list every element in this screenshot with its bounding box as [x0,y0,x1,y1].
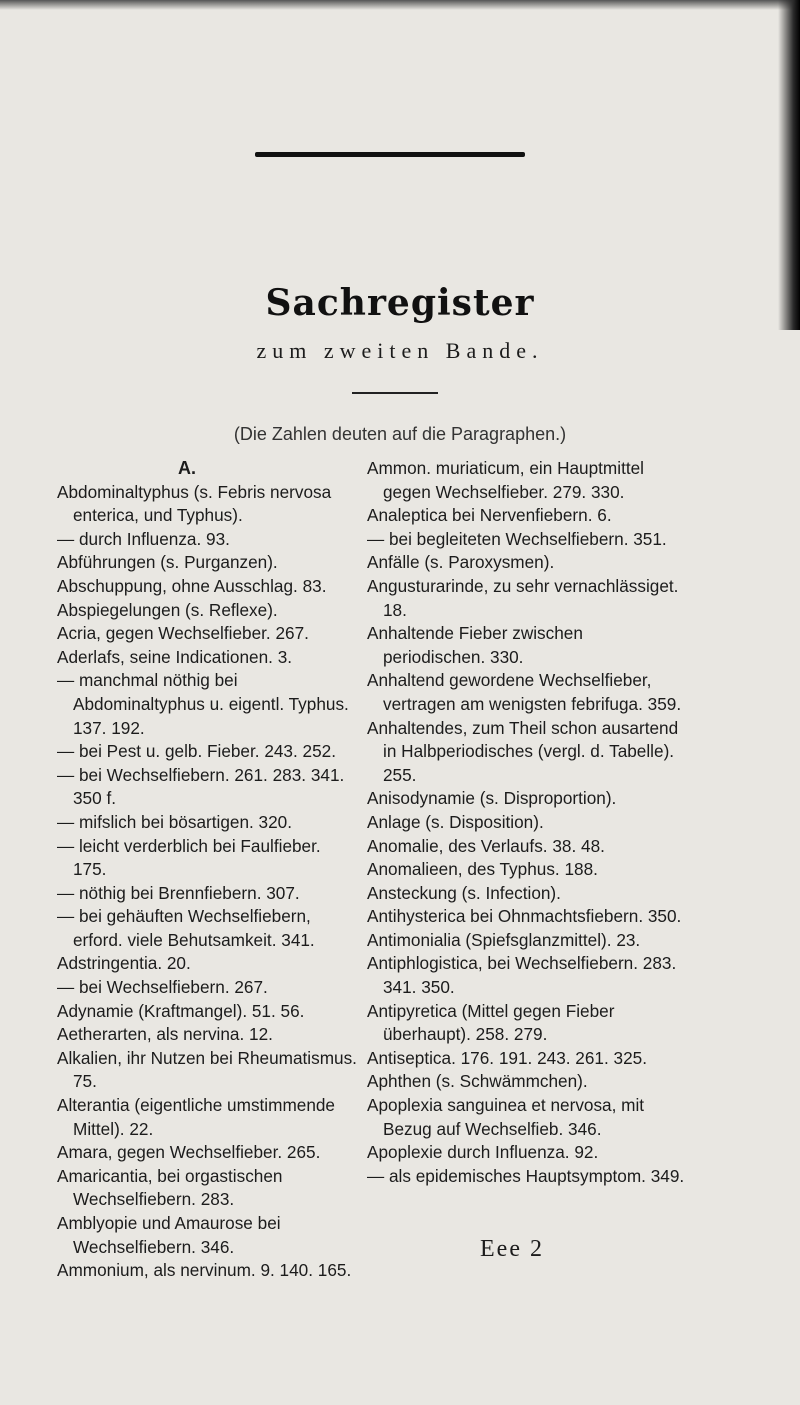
index-entry: Apoplexie durch Influenza. 92. [367,1142,599,1163]
index-entry: Ansteckung (s. Infection). [367,882,561,903]
signature-mark: Eee 2 [480,1236,544,1262]
index-entry: Ammon. muriaticum, ein Hauptmittel gegen Wechselfieber. 279. 330. [367,458,644,502]
index-entry: Ammonium, als nervinum. 9. 140. 165. [57,1260,352,1281]
section-letter: A. [178,458,196,478]
index-entries-left [57,481,357,1283]
index-entry: — bei Pest u. gelb. Fieber. 243. 252. [57,741,336,762]
index-entry: Abschuppung, ohne Ausschlag. 83. [57,575,327,596]
index-entry: Anomalieen, des Typhus. 188. [367,859,598,880]
page-binding-edge [778,0,800,330]
index-entry: Anhaltend gewordene Wechselfieber, vertragen am wenigsten febrifuga. 359. [367,670,682,714]
index-entry: Abspiegelungen (s. Reflexe). [57,599,278,620]
index-entry: Abführungen (s. Purganzen). [57,552,278,573]
index-column-left [57,457,357,1283]
index-entry: Analeptica bei Nervenfiebern. 6. [367,505,612,526]
index-entry: — durch Influenza. 93. [57,528,230,549]
index-entry: Adynamie (Kraftmangel). 51. 56. [57,1000,305,1021]
index-entry: Acria, gegen Wechselfieber. 267. [57,623,309,644]
index-entry: Alterantia (eigentliche umstimmende Mittel). 22. [57,1095,335,1139]
index-entry: Antimonialia (Spiefsglanzmittel). 23. [367,929,641,950]
index-entries-right [367,457,685,1188]
index-entry: Amblyopie und Amaurose bei Wechselfiebern. 346. [57,1213,281,1257]
index-entry: — als epidemisches Hauptsymptom. 349. [367,1165,685,1186]
index-entry: — bei Wechselfiebern. 267. [57,977,268,998]
index-entry: — leicht verderblich bei Faulfieber. 175. [57,835,321,880]
index-entry: Adstringentia. 20. [57,953,191,974]
index-entry: — manchmal nöthig bei Abdominaltyphus u. eigentl. Typhus. 137. 192. [57,670,349,738]
index-entry: Anlage (s. Disposition). [367,811,544,832]
index-entry: — nöthig bei Brennfiebern. 307. [57,882,300,903]
index-entry: — bei gehäuften Wechselfiebern, erford. viele Behutsamkeit. 341. [57,906,315,950]
index-entry: Apoplexia sanguinea et nervosa, mit Bezug auf Wechselfieb. 346. [367,1095,645,1139]
index-entry: — mifslich bei bösartigen. 320. [57,811,293,832]
index-entry: Aphthen (s. Schwämmchen). [367,1071,588,1092]
index-entry: Anhaltendes, zum Theil schon ausartend in Halbperiodisches (vergl. d. Tabelle). 255. [367,717,679,785]
index-entry: Angusturarinde, zu sehr vernachlässiget. 18. [367,575,679,620]
index-entry: Antihysterica bei Ohnmachtsfiebern. 350. [367,906,682,927]
index-entry: Antipyretica (Mittel gegen Fieber überhaupt). 258. 279. [367,1000,615,1045]
index-entry: Amaricantia, bei orgastischen Wechselfiebern. 283. [57,1165,283,1210]
index-entry: Aderlafs, seine Indicationen. 3. [57,646,293,667]
index-entry: — bei Wechselfiebern. 261. 283. 341. 350 f. [57,764,345,809]
page-top-shadow [0,0,800,10]
index-entry: Anfälle (s. Paroxysmen). [367,552,555,573]
index-entry: Aetherarten, als nervina. 12. [57,1024,273,1045]
index-entry: Abdominaltyphus (s. Febris nervosa enterica, und Typhus). [57,481,332,526]
index-entry: Antiphlogistica, bei Wechselfiebern. 283. 341. 350. [367,953,677,998]
index-entry: — bei begleiteten Wechselfiebern. 351. [367,528,667,549]
page-title: Sachregister [265,282,535,324]
page-subtitle: zum zweiten Bande. [256,338,544,363]
index-entry: Antiseptica. 176. 191. 243. 261. 325. [367,1047,647,1068]
index-entry: Alkalien, ihr Nutzen bei Rheumatismus. 75. [57,1047,357,1092]
index-entry: Anhaltende Fieber zwischen periodischen. 330. [367,623,583,667]
index-entry: Anomalie, des Verlaufs. 38. 48. [367,835,605,856]
explanatory-note: (Die Zahlen deuten auf die Paragraphen.) [233,424,567,444]
divider [352,392,438,394]
index-entry: Amara, gegen Wechselfieber. 265. [57,1142,321,1163]
index-column-right [367,457,685,1188]
top-rule [255,152,525,157]
index-entry: Anisodynamie (s. Disproportion). [367,788,617,809]
